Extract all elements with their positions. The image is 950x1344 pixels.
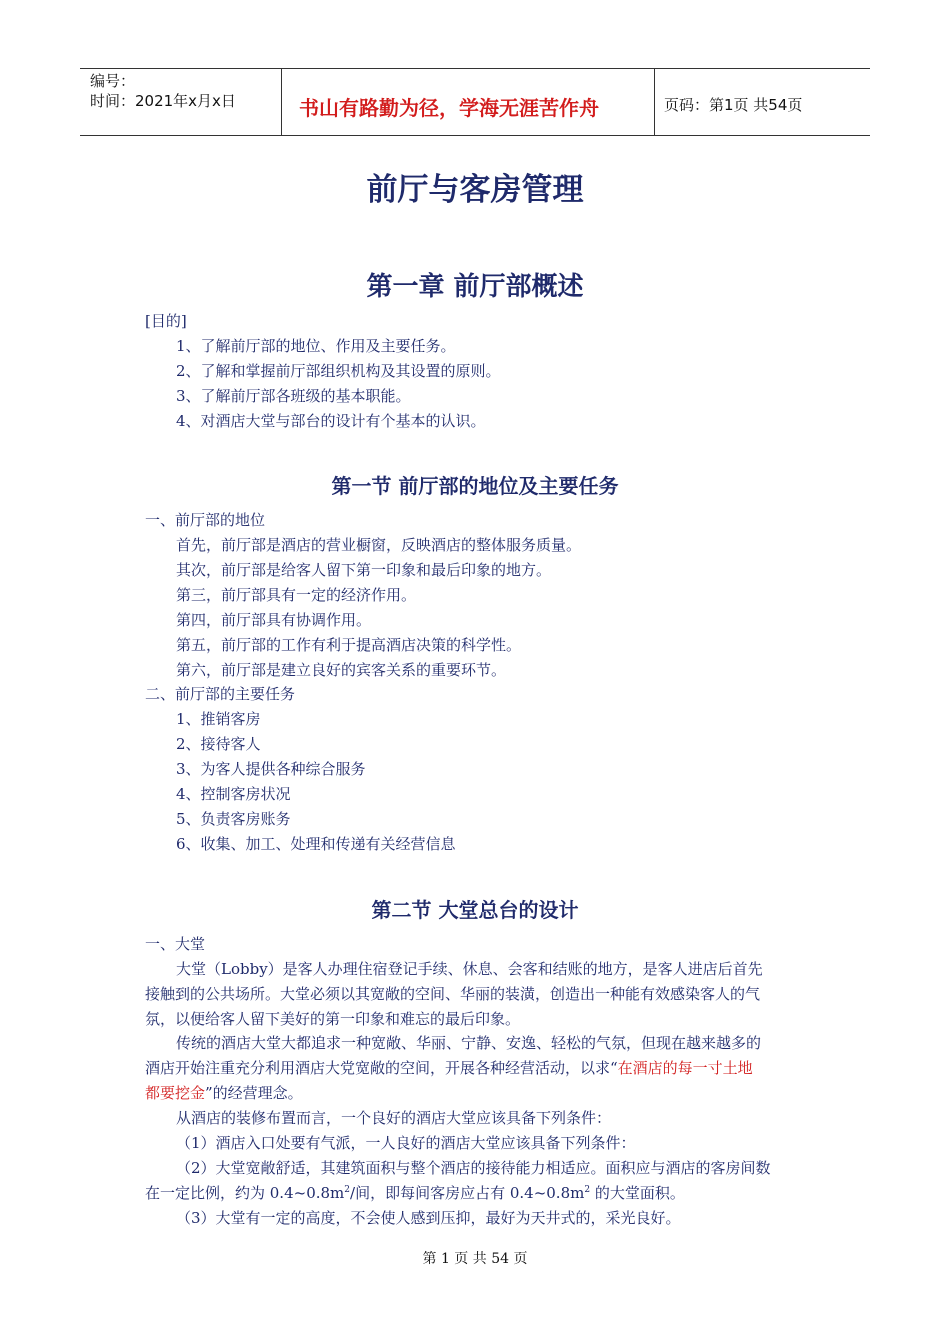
section1-title: 第一节 前厅部的地位及主要任务 bbox=[331, 474, 619, 498]
paragraph-text: 酒店开始注重充分利用酒店大党宽敞的空间，开展各种经营活动，以求“ bbox=[145, 1059, 618, 1077]
page-indicator: 页码：第1页 共54页 bbox=[664, 96, 803, 114]
header-top-border bbox=[80, 68, 870, 69]
section2-heading: 一、大堂 bbox=[145, 935, 206, 953]
part1-item: 首先，前厅部是酒店的营业橱窗，反映酒店的整体服务质量。 bbox=[176, 536, 582, 554]
condition-item: （1）酒店入口处要有气派，一人良好的酒店大堂应该具备下列条件： bbox=[176, 1134, 636, 1152]
paragraph-line: 大堂（Lobby）是客人办理住宿登记手续、休息、会客和结账的地方，是客人进店后首先 bbox=[176, 960, 763, 978]
document-title: 前厅与客房管理 bbox=[366, 172, 584, 208]
section1-part2-heading: 二、前厅部的主要任务 bbox=[145, 685, 296, 703]
header-divider-left bbox=[281, 68, 282, 136]
part1-item: 第五，前厅部的工作有利于提高酒店决策的科学性。 bbox=[176, 636, 522, 654]
document-number: 编号： bbox=[90, 72, 136, 90]
paragraph-line: 氛，以便给客人留下美好的第一印象和难忘的最后印象。 bbox=[145, 1010, 521, 1028]
part1-item: 第四，前厅部具有协调作用。 bbox=[176, 611, 372, 629]
part2-item: 4、控制客房状况 bbox=[176, 785, 291, 803]
highlighted-phrase: 在酒店的每一寸土地 bbox=[617, 1059, 753, 1077]
section2-title: 第二节 大堂总台的设计 bbox=[371, 898, 579, 922]
paragraph-text: 的大堂面积。 bbox=[590, 1184, 685, 1202]
header-motto: 书山有路勤为径，学海无涯苦作舟 bbox=[299, 96, 599, 120]
condition-item: （2）大堂宽敞舒适，其建筑面积与整个酒店的接待能力相适应。面积应与酒店的客房间数 bbox=[176, 1159, 771, 1177]
objective-item: 2、了解和掌握前厅部组织机构及其设置的原则。 bbox=[176, 362, 501, 380]
paragraph-text: 在一定比例，约为 0.4~0.8m bbox=[145, 1184, 345, 1202]
part1-item: 第三，前厅部具有一定的经济作用。 bbox=[176, 586, 417, 604]
superscript: 2 bbox=[584, 1185, 591, 1195]
paragraph-text: /间，即每间客房应占有 0.4~0.8m bbox=[350, 1184, 585, 1202]
section1-part1-heading: 一、前厅部的地位 bbox=[145, 511, 266, 529]
page-footer: 第 1 页 共 54 页 bbox=[422, 1251, 528, 1267]
superscript: 2 bbox=[344, 1185, 351, 1195]
paragraph-line bbox=[145, 1058, 753, 1078]
chapter-title: 第一章 前厅部概述 bbox=[366, 272, 584, 302]
objective-item: 4、对酒店大堂与部台的设计有个基本的认识。 bbox=[176, 412, 486, 430]
paragraph-line bbox=[145, 1083, 303, 1103]
condition-item: （3）大堂有一定的高度，不会使人感到压抑，最好为天井式的，采光良好。 bbox=[176, 1209, 681, 1227]
part2-item: 2、接待客人 bbox=[176, 735, 261, 753]
part2-item: 3、为客人提供各种综合服务 bbox=[176, 760, 366, 778]
part2-item: 1、推销客房 bbox=[176, 710, 261, 728]
part1-item: 第六，前厅部是建立良好的宾客关系的重要环节。 bbox=[176, 661, 507, 679]
part2-item: 5、负责客房账务 bbox=[176, 810, 291, 828]
paragraph-text: ”的经营理念。 bbox=[205, 1084, 303, 1102]
objectives-label: [目的] bbox=[145, 312, 187, 330]
paragraph-line: 从酒店的装修布置而言，一个良好的酒店大堂应该具备下列条件： bbox=[176, 1109, 612, 1127]
header-bottom-border bbox=[80, 135, 870, 136]
paragraph-line: 传统的酒店大堂大都追求一种宽敞、华丽、宁静、安逸、轻松的气氛，但现在越来越多的 bbox=[176, 1034, 762, 1052]
objective-item: 1、了解前厅部的地位、作用及主要任务。 bbox=[176, 337, 456, 355]
header-divider-right bbox=[654, 68, 655, 136]
highlighted-phrase: 都要挖金 bbox=[145, 1084, 206, 1102]
condition-item-continued bbox=[145, 1183, 685, 1203]
part2-item: 6、收集、加工、处理和传递有关经营信息 bbox=[176, 835, 456, 853]
objective-item: 3、了解前厅部各班级的基本职能。 bbox=[176, 387, 411, 405]
document-time: 时间：2021年x月x日 bbox=[90, 92, 236, 110]
paragraph-line: 接触到的公共场所。大堂必须以其宽敞的空间、华丽的装潢，创造出一种能有效感染客人的气 bbox=[145, 985, 761, 1003]
part1-item: 其次，前厅部是给客人留下第一印象和最后印象的地方。 bbox=[176, 561, 552, 579]
